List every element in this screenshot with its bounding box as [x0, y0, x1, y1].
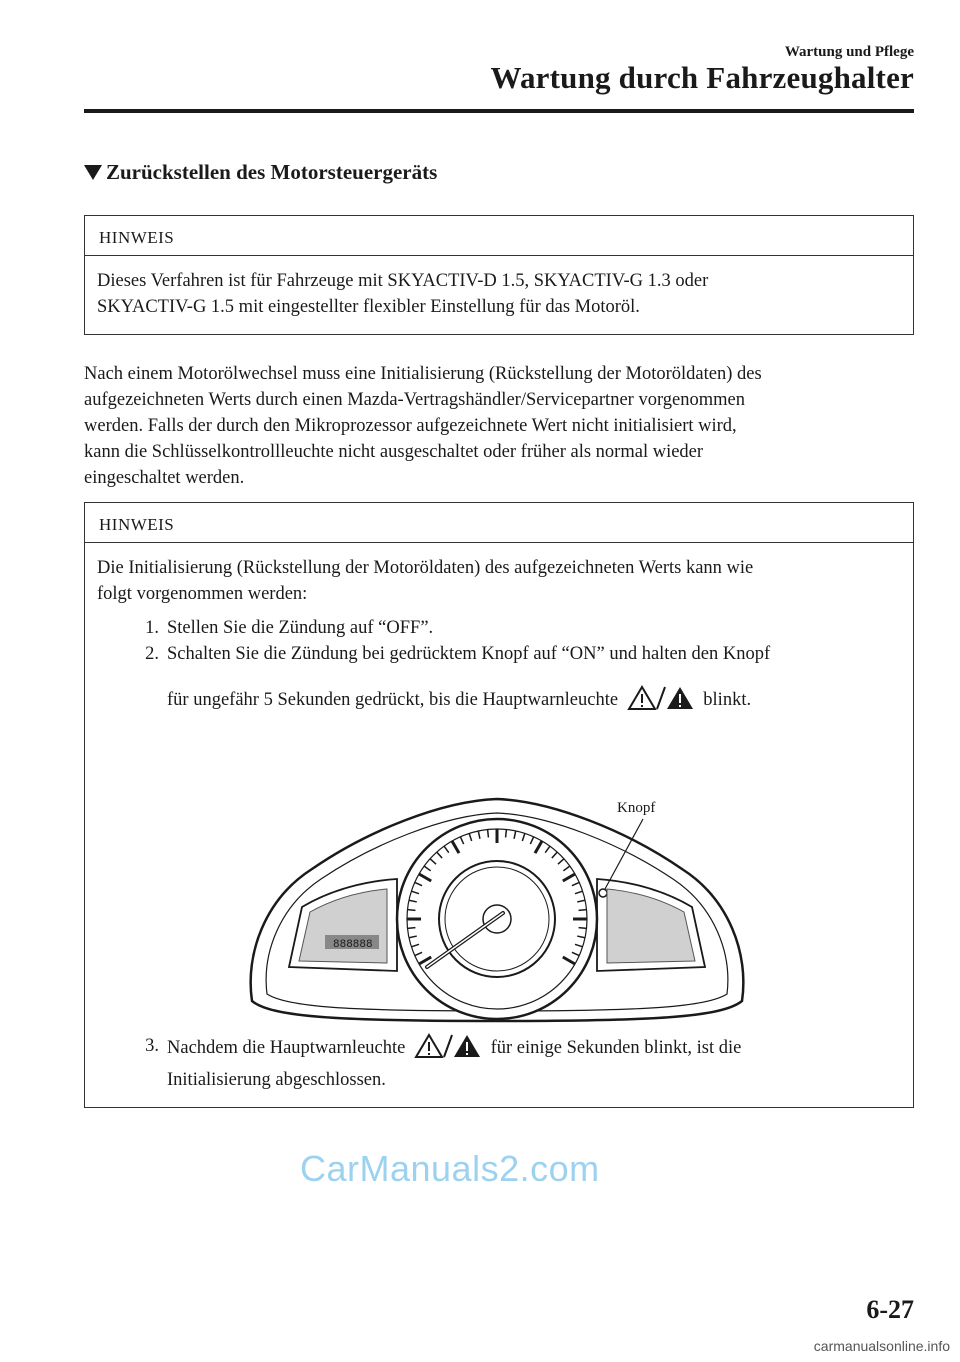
- gauge-tick: [407, 910, 415, 911]
- step-text-before-icon: für ungefähr 5 Sekunden gedrückt, bis die Hauptwarnleuchte: [167, 690, 619, 710]
- note-line: Die Initialisierung (Rückstellung der Motoröldaten) des aufgezeichneten Werts kann wie: [97, 558, 754, 578]
- page-title: Wartung durch Fahrzeughalter: [490, 60, 914, 95]
- paragraph-line: Nach einem Motorölwechsel muss eine Initialisierung (Rückstellung der Motoröldaten) des: [84, 364, 762, 384]
- gauge-tick: [579, 928, 587, 929]
- paragraph-line: eingeschaltet werden.: [84, 468, 245, 488]
- body-paragraph: [84, 361, 914, 491]
- step-2-continued: [97, 685, 901, 719]
- step-text-after-icon: blinkt.: [703, 690, 752, 710]
- note-box-2-label: HINWEIS: [85, 503, 913, 543]
- section-title-text: Zurückstellen des Motorsteuergeräts: [106, 160, 438, 184]
- step-text-before-icon: Nachdem die Hauptwarnleuchte: [167, 1038, 406, 1058]
- step-number: 1.: [145, 618, 159, 638]
- master-warning-icon: [627, 685, 695, 719]
- step-3-continued: [97, 1067, 901, 1093]
- note-line: folgt vorgenommen werden:: [97, 584, 308, 604]
- step-text: Stellen Sie die Zündung auf “OFF”.: [167, 618, 434, 638]
- step-text-after-icon: für einige Sekunden blinkt, ist die: [490, 1038, 742, 1058]
- note-box-1-label: HINWEIS: [85, 216, 913, 256]
- steps-list: [97, 615, 901, 719]
- step-number: 2.: [145, 644, 159, 664]
- watermark-logo: CarManuals2.com: [300, 1148, 600, 1189]
- page-number: 6-27: [866, 1295, 914, 1324]
- step-text: Schalten Sie die Zündung bei gedrücktem Knopf auf “ON” und halten den Knopf: [167, 644, 771, 664]
- paragraph-line: werden. Falls der durch den Mikroprozessor aufgezeichnete Wert nicht initialisiert wird,: [84, 416, 737, 436]
- paragraph-line: aufgezeichneten Werts durch einen Mazda-Vertragshändler/Servicepartner vorgenommen: [84, 390, 745, 410]
- chapter-label: Wartung und Pflege: [784, 44, 914, 60]
- note-box-2: [84, 502, 914, 1108]
- paragraph-line: kann die Schlüsselkontrollleuchte nicht ausgeschaltet oder früher als normal wieder: [84, 442, 704, 462]
- odometer-display: 888888: [333, 939, 373, 951]
- step-text: Initialisierung abgeschlossen.: [167, 1070, 386, 1090]
- gauge-tick: [579, 910, 587, 911]
- note-box-1-body: [85, 256, 913, 334]
- note-box-1: [84, 215, 914, 335]
- triangle-marker-icon: [84, 165, 102, 180]
- knopf-callout-label: Knopf: [617, 800, 656, 816]
- instrument-cluster-illustration: [97, 739, 903, 1039]
- note-line: SKYACTIV-G 1.5 mit eingestellter flexibler Einstellung für das Motoröl.: [97, 297, 640, 317]
- gauge-tick: [407, 928, 415, 929]
- step-1: [97, 615, 901, 641]
- steps-list-continued: [97, 1033, 901, 1093]
- instrument-cluster-figure: [97, 739, 901, 1039]
- section-title: [84, 160, 437, 185]
- footer-watermark: carmanualsonline.info: [813, 1338, 950, 1354]
- gauge-tick: [488, 829, 489, 837]
- step-2: [97, 641, 901, 667]
- header-rule: [84, 109, 914, 113]
- step-number: 3.: [145, 1036, 159, 1056]
- step-text: [167, 685, 751, 719]
- gauge-tick: [506, 829, 507, 837]
- note-box-2-body: [85, 543, 913, 1107]
- note-line: Dieses Verfahren ist für Fahrzeuge mit SKYACTIV-D 1.5, SKYACTIV-G 1.3 oder: [97, 271, 709, 291]
